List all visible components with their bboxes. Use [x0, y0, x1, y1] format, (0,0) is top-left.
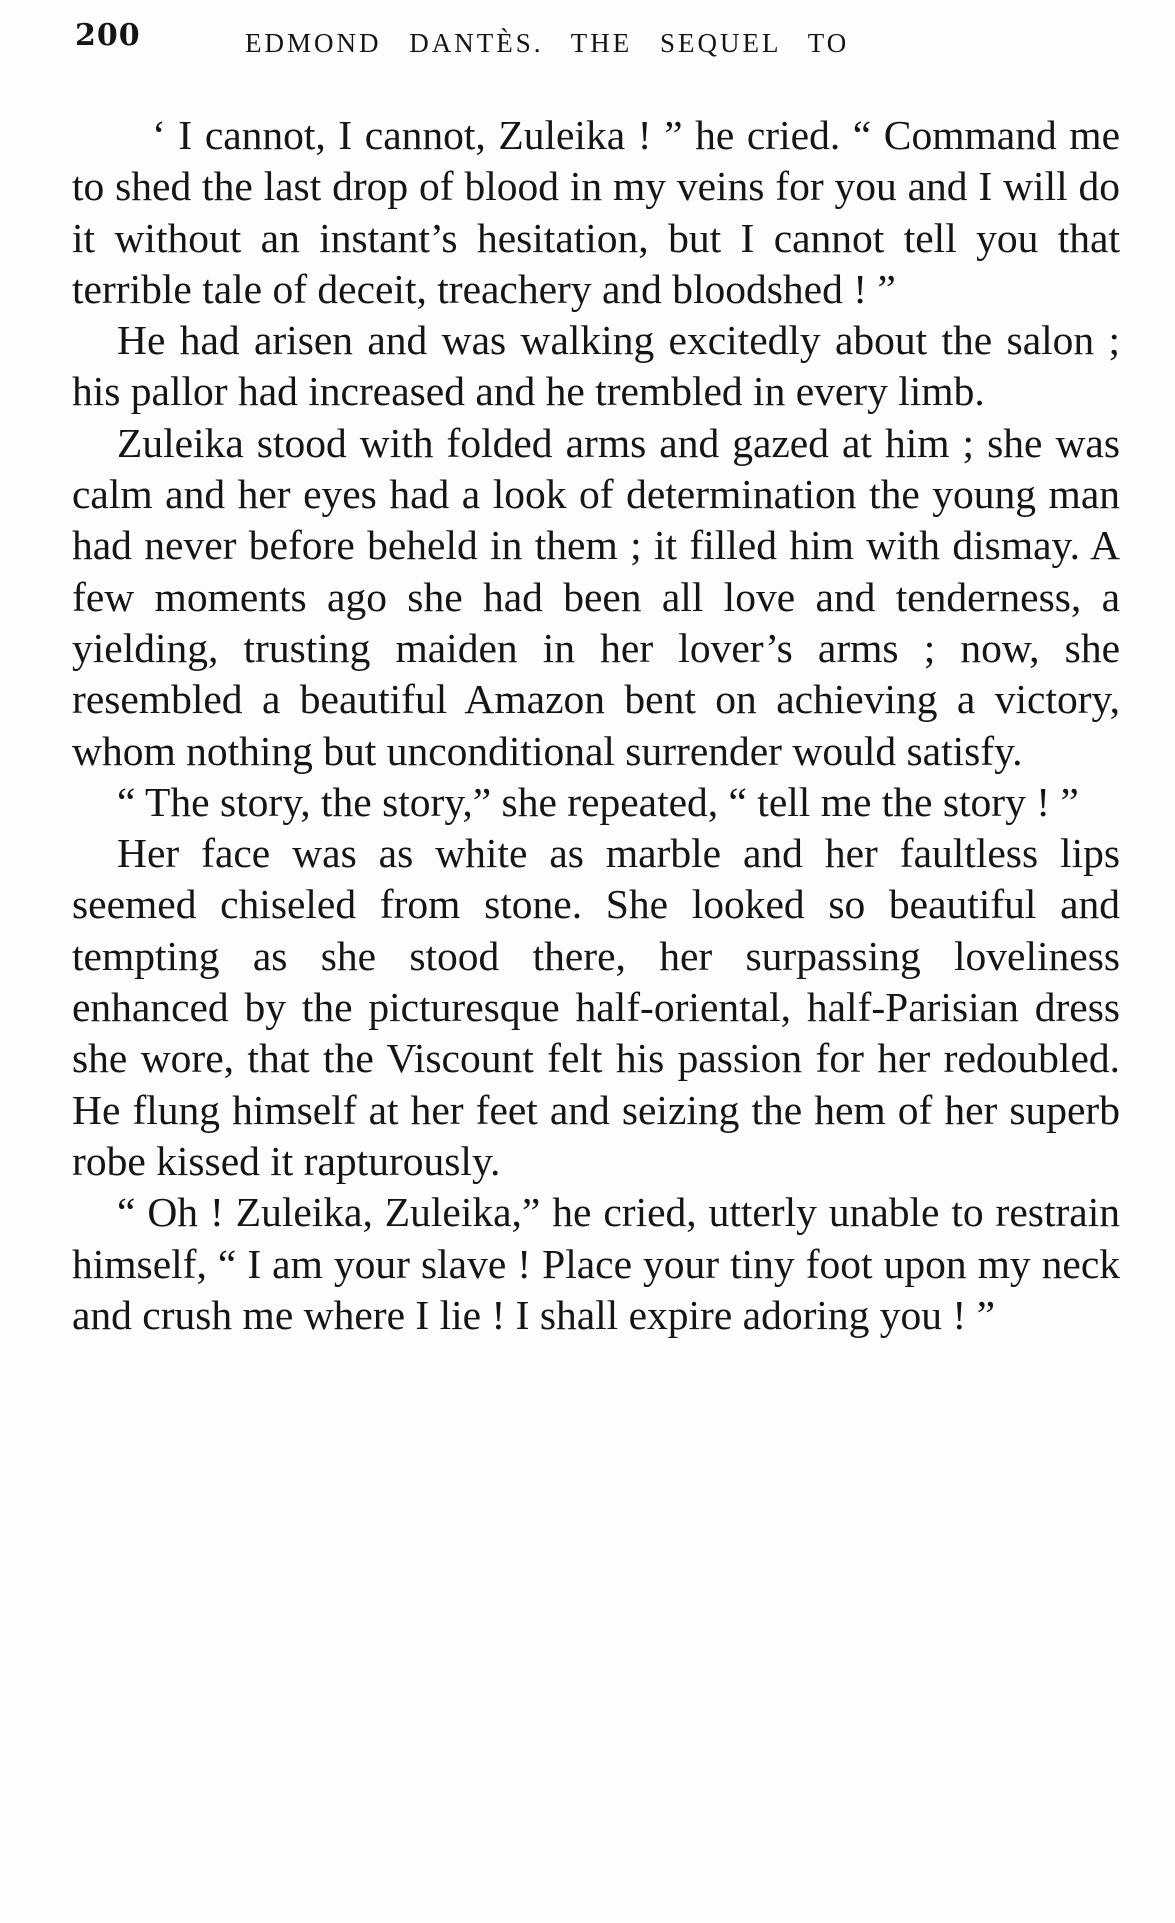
paragraph: He had arisen and was walking excitedly about the salon ; his pallor had increased and he trembled in every limb. — [72, 317, 1120, 415]
running-head: EDMOND DANTÈS. THE SEQUEL TO — [245, 28, 850, 58]
body-text — [72, 110, 1120, 1341]
paragraph: Her face was as white as marble and her faultless lips seemed chiseled from stone. She looked so beautiful and tempting as she stood there, her surpassing loveliness enhanced by the picturesque half-oriental, half-Parisian dress she wore, that the Viscount felt his passion for her redoubled. He flung himself at her feet and seizing the hem of her superb robe kissed it rapturously. — [72, 830, 1120, 1184]
page-number: 200 — [75, 18, 141, 53]
paragraph: “ Oh ! Zuleika, Zuleika,” he cried, utterly unable to restrain himself, “ I am your slave ! Place your tiny foot upon my neck and crush me where I lie ! I shall expire adoring you ! ” — [72, 1189, 1120, 1338]
page-header — [75, 18, 1125, 68]
paragraph: Zuleika stood with folded arms and gazed at him ; she was calm and her eyes had a look of determination the young man had never before beheld in them ; it filled him with dismay. A few moments ago she had been all love and tenderness, a yielding, trusting maiden in her lover’s arms ; now, she resembled a beautiful Amazon bent on achieving a victory, whom nothing but unconditional surrender would satisfy. — [72, 419, 1120, 774]
paragraph: ‘ I cannot, I cannot, Zuleika ! ” he cried. “ Command me to shed the last drop of blood in my veins for you and I will do it without an instant’s hesitation, but I cannot tell you that terrible tale of deceit, treachery and bloodshed ! ” — [72, 112, 1120, 312]
paragraph: “ The story, the story,” she repeated, “ tell me the story ! ” — [117, 778, 1079, 825]
